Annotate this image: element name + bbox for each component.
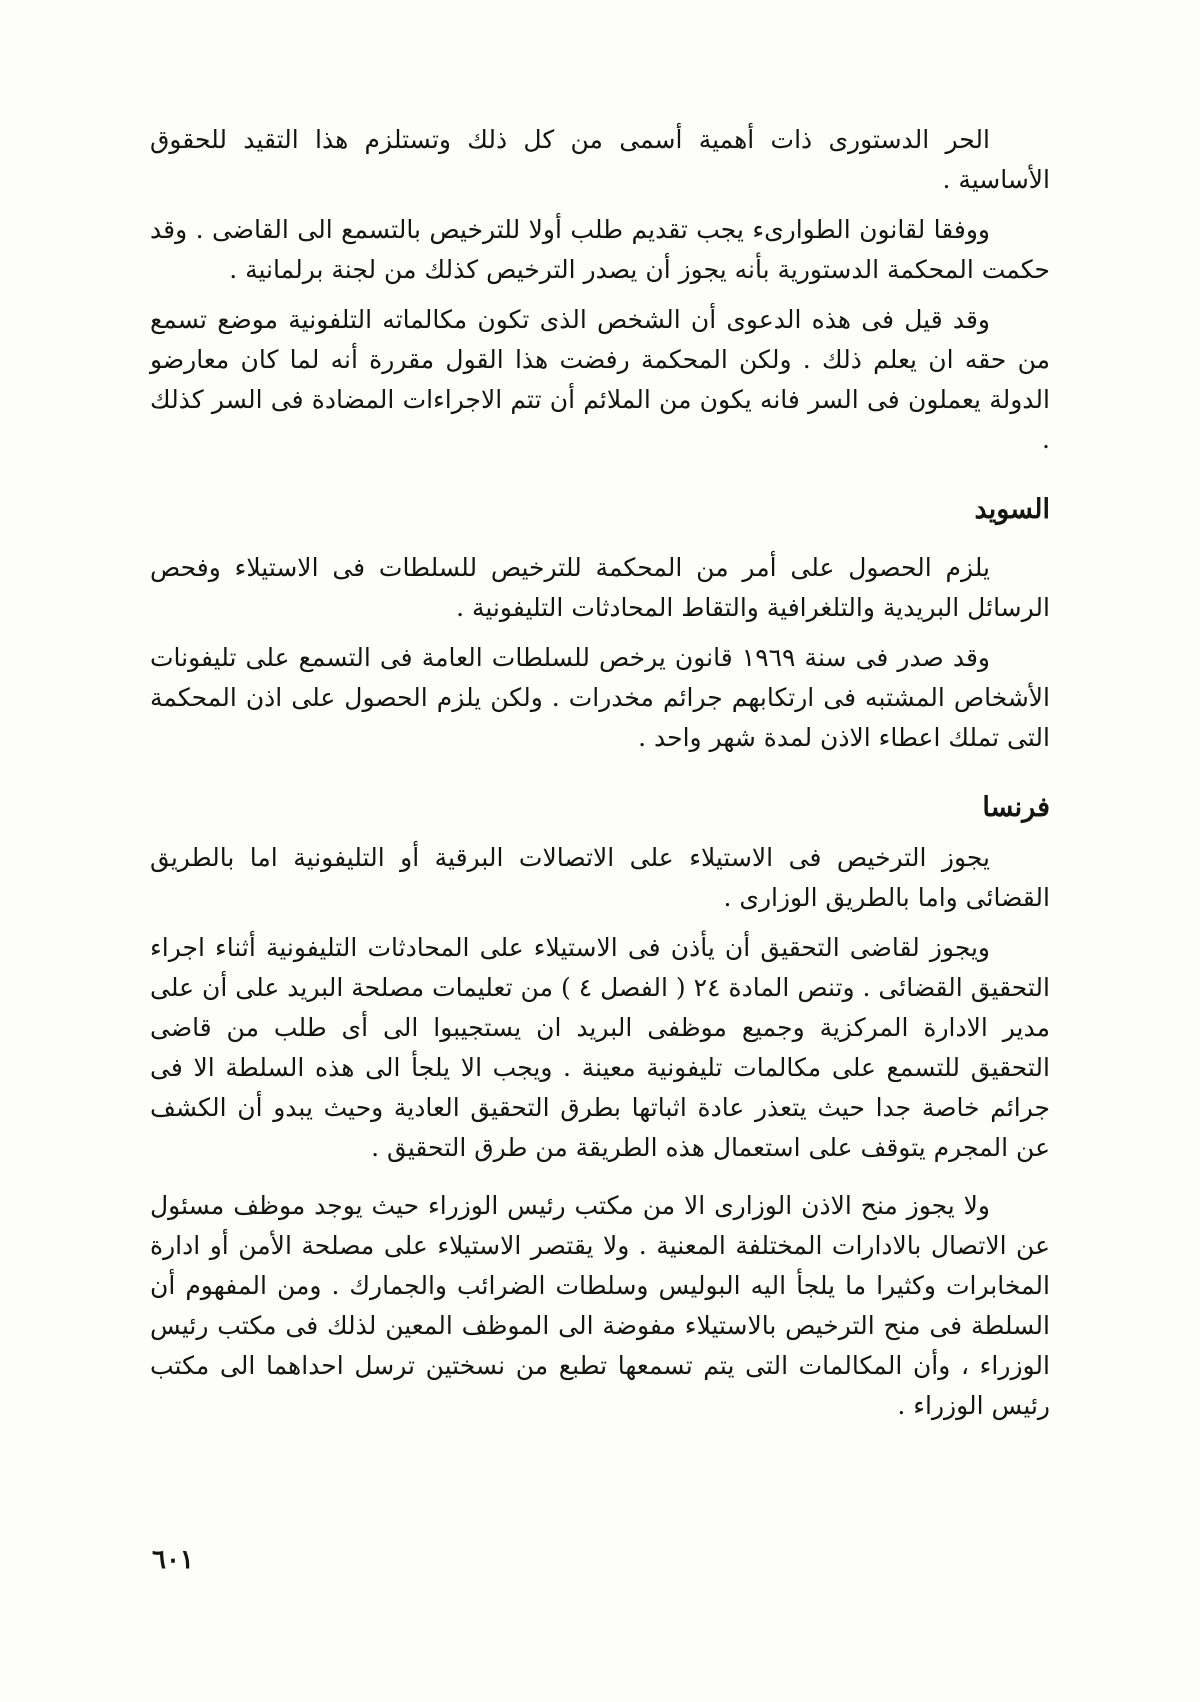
section-heading-france: فرنسا: [982, 792, 1050, 823]
paragraph: ووفقا لقانون الطوارىء يجب تقديم طلب أولا للترخيص بالتسمع الى القاضى . وقد حكمت المحكمة الدستورية بأنه يجوز أن يصدر الترخيص كذلك من لجنة برلمانية .: [150, 215, 1050, 284]
paragraph: يجوز الترخيص فى الاستيلاء على الاتصالات البرقية أو التليفونية اما بالطريق القضائى واما بالطريق الوزارى .: [150, 843, 1050, 912]
paragraph: الحر الدستورى ذات أهمية أسمى من كل ذلك وتستلزم هذا التقيد للحقوق الأساسية .: [150, 125, 1050, 194]
paragraph: وقد قيل فى هذه الدعوى أن الشخص الذى تكون مكالماته التلفونية موضع تسمع من حقه ان يعلم ذلك . ولكن المحكمة رفضت هذا القول مقررة أنه لما كان معارضو الدولة يعملون فى السر فانه يكون من الملائم أن تتم الاجراءات المضادة فى السر كذلك .: [150, 305, 1050, 454]
section-heading-sweden: السويد: [974, 494, 1050, 525]
paragraph: ويجوز لقاضى التحقيق أن يأذن فى الاستيلاء على المحادثات التليفونية أثناء اجراء التحقيق القضائى . وتنص المادة ٢٤ ( الفصل ٤ ) من تعليمات مصلحة البريد على أن على مدير الادارة المركزية وجميع موظفى البريد ان يستجيبوا الى أى طلب من قاضى التحقيق للتسمع على مكالمات تليفونية معينة . ويجب الا يلجأ الى هذه السلطة الا فى جرائم خاصة جدا حيث يتعذر عادة اثباتها بطرق التحقيق العادية وحيث يبدو أن الكشف عن المجرم يتوقف على استعمال هذه الطريقة من طرق التحقيق .: [150, 933, 1050, 1162]
page-body: [150, 120, 1050, 1426]
paragraph: يلزم الحصول على أمر من المحكمة للترخيص للسلطات فى الاستيلاء وفحص الرسائل البريدية والتلغرافية والتقاط المحادثات التليفونية .: [150, 553, 1050, 622]
page-number: ٦٠١: [152, 1545, 194, 1575]
paragraph: وقد صدر فى سنة ١٩٦٩ قانون يرخص للسلطات العامة فى التسمع على تليفونات الأشخاص المشتبه فى ارتكابهم جرائم مخدرات . ولكن يلزم الحصول على اذن المحكمة التى تملك اعطاء الاذن لمدة شهر واحد .: [150, 643, 1050, 752]
paragraph: ولا يجوز منح الاذن الوزارى الا من مكتب رئيس الوزراء حيث يوجد موظف مسئول عن الاتصال بالادارات المختلفة المعنية . ولا يقتصر الاستيلاء على مصلحة الأمن أو ادارة المخابرات وكثيرا ما يلجأ اليه البوليس وسلطات الضرائب والجمارك . ومن المفهوم أن السلطة فى منح الترخيص بالاستيلاء مفوضة الى الموظف المعين لذلك فى مكتب رئيس الوزراء ، وأن المكالمات التى يتم تسمعها تطبع من نسختين ترسل احداهما الى مكتب رئيس الوزراء .: [150, 1191, 1050, 1420]
